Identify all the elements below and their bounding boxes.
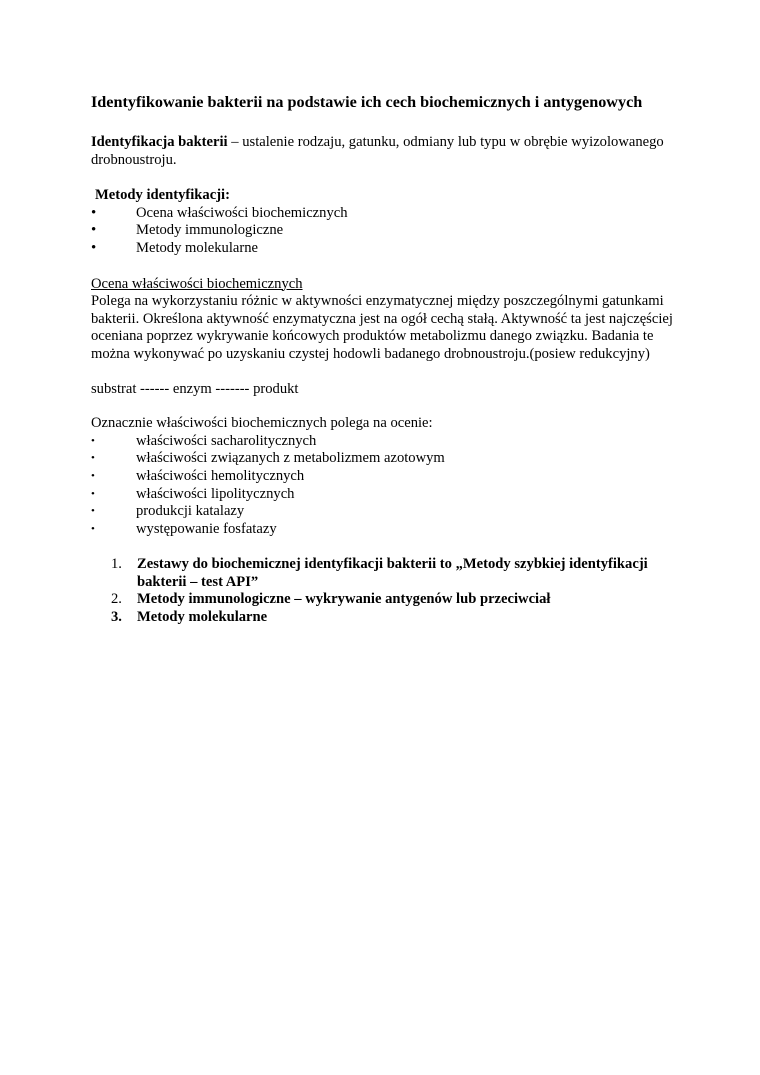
methods-list xyxy=(91,205,681,258)
bullet-icon: • xyxy=(91,434,95,447)
bullet-icon: • xyxy=(91,222,97,239)
list-item: • właściwości hemolitycznych xyxy=(91,467,305,484)
bullet-icon: • xyxy=(91,469,95,482)
bullet-icon: • xyxy=(91,522,95,535)
definition-term: Identyfikacja bakterii xyxy=(91,134,228,150)
section-paragraph: Polega na wykorzystaniu różnic w aktywności enzymatycznej między poszczególnymi gatunkami bakterii. Określona aktywność enzymatyczna jest na ogół cechą stałą. Aktywność ta jest najczęściej oceniana poprzez wykrywanie końcowych produktów metabolizmu danego związku. Badania te można wykonywać po uzyskaniu czystej hodowli badanego drobnoustroju.(posiew redukcyjny) xyxy=(91,293,673,362)
methods-heading: Metody identyfikacji: xyxy=(95,187,230,204)
list-item: • Ocena właściwości biochemicznych xyxy=(91,204,348,221)
bullet-icon: • xyxy=(91,239,97,256)
definition-text: – ustalenie rodzaju, gatunku, odmiany lub typu w obrębie wyizolowanego drobnoustroju. xyxy=(91,134,664,168)
definition-paragraph xyxy=(91,134,681,169)
list-number: 1. xyxy=(111,556,122,573)
bullet-icon: • xyxy=(91,487,95,500)
list-item: 3. Metody molekularne xyxy=(111,609,268,626)
reaction-formula: substrat ------ enzym ------- produkt xyxy=(91,380,299,397)
bullet-icon: • xyxy=(91,204,97,221)
assessment-intro: Oznacznie właściwości biochemicznych polega na ocenie: xyxy=(91,415,433,432)
list-item: • występowanie fosfatazy xyxy=(91,520,277,537)
document-title: Identyfikowanie bakterii na podstawie ich cech biochemicznych i antygenowych xyxy=(91,93,643,111)
document-page xyxy=(91,92,681,627)
section-heading: Ocena właściwości biochemicznych xyxy=(91,275,303,292)
bullet-icon: • xyxy=(91,452,95,465)
list-item: 2. Metody immunologiczne – wykrywanie antygenów lub przeciwciał xyxy=(111,591,551,608)
list-item: • Metody molekularne xyxy=(91,239,258,256)
list-item: • właściwości sacharolitycznych xyxy=(91,432,317,449)
list-item: • właściwości związanych z metabolizmem azotowym xyxy=(91,450,445,467)
list-item: • właściwości lipolitycznych xyxy=(91,485,295,502)
list-item: • produkcji katalazy xyxy=(91,503,245,520)
numbered-list xyxy=(91,556,681,626)
list-number: 2. xyxy=(111,591,122,608)
assessment-list xyxy=(91,433,681,539)
list-number: 3. xyxy=(111,609,122,626)
bullet-icon: • xyxy=(91,505,95,518)
list-item: 1. Zestawy do biochemicznej identyfikacji bakterii to „Metody szybkiej identyfikacji bakterii – test API” xyxy=(111,556,648,590)
list-item: • Metody immunologiczne xyxy=(91,222,284,239)
